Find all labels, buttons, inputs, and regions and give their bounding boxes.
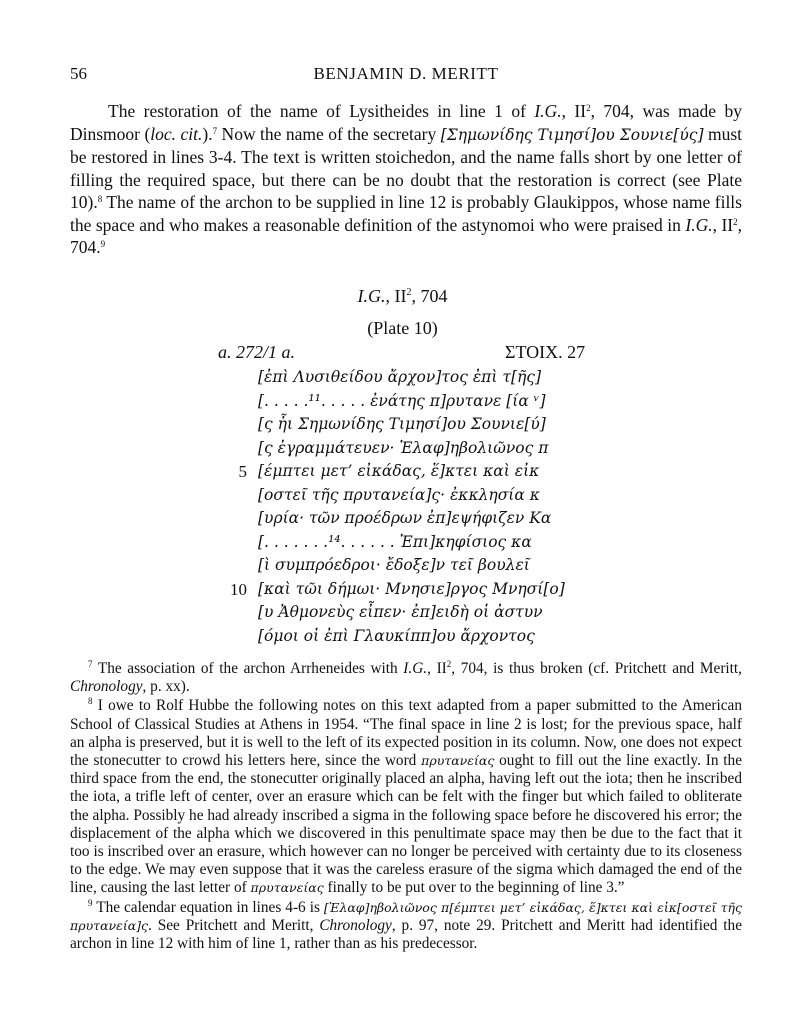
line-text: [ς ἐγραμμάτευεν· Ἐλαφ]ηβολιῶνος π: [258, 438, 549, 457]
body-text: must be restored in lines 3-4. The text is written stoichedon, and the name falls short by one letter of filling the required space, but there can be no doubt that the restoration is correct (see Plate 10).: [70, 123, 743, 212]
body-text: , II: [561, 101, 587, 121]
inscription-line: [225, 439, 585, 463]
line-text: [ὶ συμπρόεδροι· ἔδοξε]ν τεῖ βουλεῖ: [258, 556, 530, 574]
line-number: 5: [238, 462, 247, 481]
footnote-9: [70, 899, 742, 954]
inscription-line: [225, 509, 585, 533]
body-text: , II: [712, 214, 734, 235]
footnote-text: , p. xx).: [142, 678, 190, 696]
footnote-marker: 8: [88, 696, 93, 707]
citation-ref: I.G.: [403, 660, 428, 677]
greek-text: πρυτανείας: [421, 753, 495, 769]
line-text: [. . . . . . .¹⁴. . . . . . Ἐπι]κηφίσιος κα: [258, 532, 532, 551]
line-text: [έμπτει μετ’ εἰκάδας, ἕ]κτει καὶ εἰκ: [258, 462, 540, 480]
line-text: [ς ἧι Σημωνίδης Τιμησί]ου Σουνιε[ύ]: [258, 415, 546, 433]
footnote-text: , 704, is thus broken (cf. Pritchett and Meritt,: [451, 660, 742, 677]
footnote-8: [70, 697, 742, 897]
superscript: 2: [446, 659, 452, 669]
footnote-marker: 7: [88, 659, 93, 669]
line-number: 10: [230, 579, 247, 599]
inscription-line: [225, 627, 585, 651]
line-text: [καὶ τῶι δήμωι· Μνησιε]ργος Μνησί[ο]: [258, 579, 565, 598]
stoichedon-count: ΣΤΟΙΧ. 27: [505, 342, 586, 362]
title-text: , 704: [411, 286, 448, 306]
body-text: Now the name of the secretary: [217, 123, 441, 144]
footnote-marker: 9: [100, 239, 106, 249]
plate-reference: (Plate 10): [367, 318, 438, 338]
footnote-text: I owe to Rolf Hubbe the following notes on this text adapted from a paper submitted to the American School of Classical Studies at Athens in 1954. “The final space in line 2 is lost; for the previous space, half an alpha is preserved, but it is well to the left of its expected position in its column. Now, one does not expect the stonecutter to crowd his letters here, since the word: [70, 697, 742, 770]
body-text: , 704, was made by Dinsmoor (: [70, 101, 742, 144]
superscript: 2: [586, 103, 591, 113]
citation-ref: loc. cit.: [150, 123, 203, 144]
inscription-line: [225, 392, 585, 416]
line-text: [. . . . .¹¹. . . . . ἐνάτης π]ρυτανε [ία ᵛ]: [258, 391, 546, 410]
body-text: ).: [202, 123, 213, 144]
superscript: 2: [406, 287, 412, 298]
body-paragraph: [70, 100, 742, 259]
footnote-text: ought to fill out the line exactly. In the third space from the end, the stonecutter originally placed an alpha, having left out the iota; then he inscribed the iota, a trifle left of center, over an erasure which can be felt with the finger but which failed to obliterate the alpha. Possibly he had already inscribed a sigma in the following space before he discovered his error; the displacement of the alpha which we discovered in this penultimate space may then be due to the fact that it too is inscribed over an erasure, which however can no longer be perceived with certainty due to its closeness to the edge. We may even suppose that it was the careless erasure of the sigma which damaged the end of the line, causing the last letter of: [70, 752, 742, 897]
greek-text: [Ἐλαφ]ηβολιῶνος π[έμπτει μετ’ εἰκάδας, ἕ]κτει καὶ εἰκ[οστεῖ τῆς πρυτανεία]ς: [70, 899, 742, 933]
footnote-text: finally to be put over to the beginning of line 3.”: [323, 879, 625, 897]
inscription-line: [225, 462, 585, 486]
superscript: 2: [733, 216, 738, 227]
inscription-text: [225, 368, 585, 650]
citation-ref: I.G.: [534, 101, 562, 121]
inscription-title: [0, 286, 805, 307]
inscription-line: [225, 580, 585, 604]
footnote-marker: 9: [88, 897, 93, 908]
footnotes: [70, 660, 742, 954]
running-head: BENJAMIN D. MERITT: [313, 64, 499, 83]
body-text: , 704.: [70, 214, 742, 257]
citation-ref: I.G.: [685, 214, 713, 235]
page-header: [70, 64, 742, 90]
inscription-line: [225, 533, 585, 557]
footnote-text: , II: [427, 660, 447, 677]
title-text: , II: [385, 286, 407, 306]
inscription-line: [225, 603, 585, 627]
line-text: [ἐπὶ Λυσιθείδου ἄρχον]τος ἐπὶ τ[ῆς]: [258, 368, 542, 386]
footnote-marker: 7: [212, 125, 218, 136]
line-text: [υ Ἀθμονεὺς εἶπεν· ἐπ]ειδὴ οἱ ἀστυν: [258, 603, 543, 621]
book-title: Chronology: [70, 678, 143, 696]
inscription-line: [225, 556, 585, 580]
line-text: [υρία· τῶν προέδρων ἐπ]εψήφιζεν Κα: [258, 509, 552, 527]
greek-text: [Σημωνίδης Τιμησί]ου Σουνιε[ύς]: [440, 125, 704, 144]
footnote-7: [70, 660, 742, 696]
body-text: The name of the archon to be supplied in line 12 is probably Glaukippos, whose name fills the space and who makes a reasonable definition of the astynomoi who were praised in: [70, 192, 742, 235]
book-title: Chronology: [319, 916, 392, 934]
footnote-text: . See Pritchett and Meritt,: [148, 916, 320, 934]
footnote-text: The calendar equation in lines 4-6 is: [92, 898, 324, 916]
greek-text: πρυτανείας: [250, 880, 324, 896]
inscription-line: [225, 486, 585, 510]
line-text: [οστεῖ τῆς πρυτανεία]ς· ἐκκλησία κ: [258, 485, 540, 504]
footnote-text: , p. 97, note 29. Pritchett and Meritt had identified the archon in line 12 with him of line 1, rather than as his predecessor.: [70, 916, 742, 953]
inscription-line: [225, 368, 585, 392]
inscription-date: a. 272/1 a.: [218, 342, 296, 362]
footnote-marker: 8: [97, 194, 103, 204]
body-text: The restoration of the name of Lysitheides in line 1 of: [108, 101, 535, 121]
line-text: [όμοι οἱ ἐπὶ Γλαυκίππ]ου ἄρχοντος: [258, 626, 535, 645]
inscription-line: [225, 415, 585, 439]
footnote-text: The association of the archon Arrheneides with: [92, 660, 404, 677]
citation-ref: I.G.: [357, 286, 386, 306]
page-number: 56: [70, 64, 87, 83]
